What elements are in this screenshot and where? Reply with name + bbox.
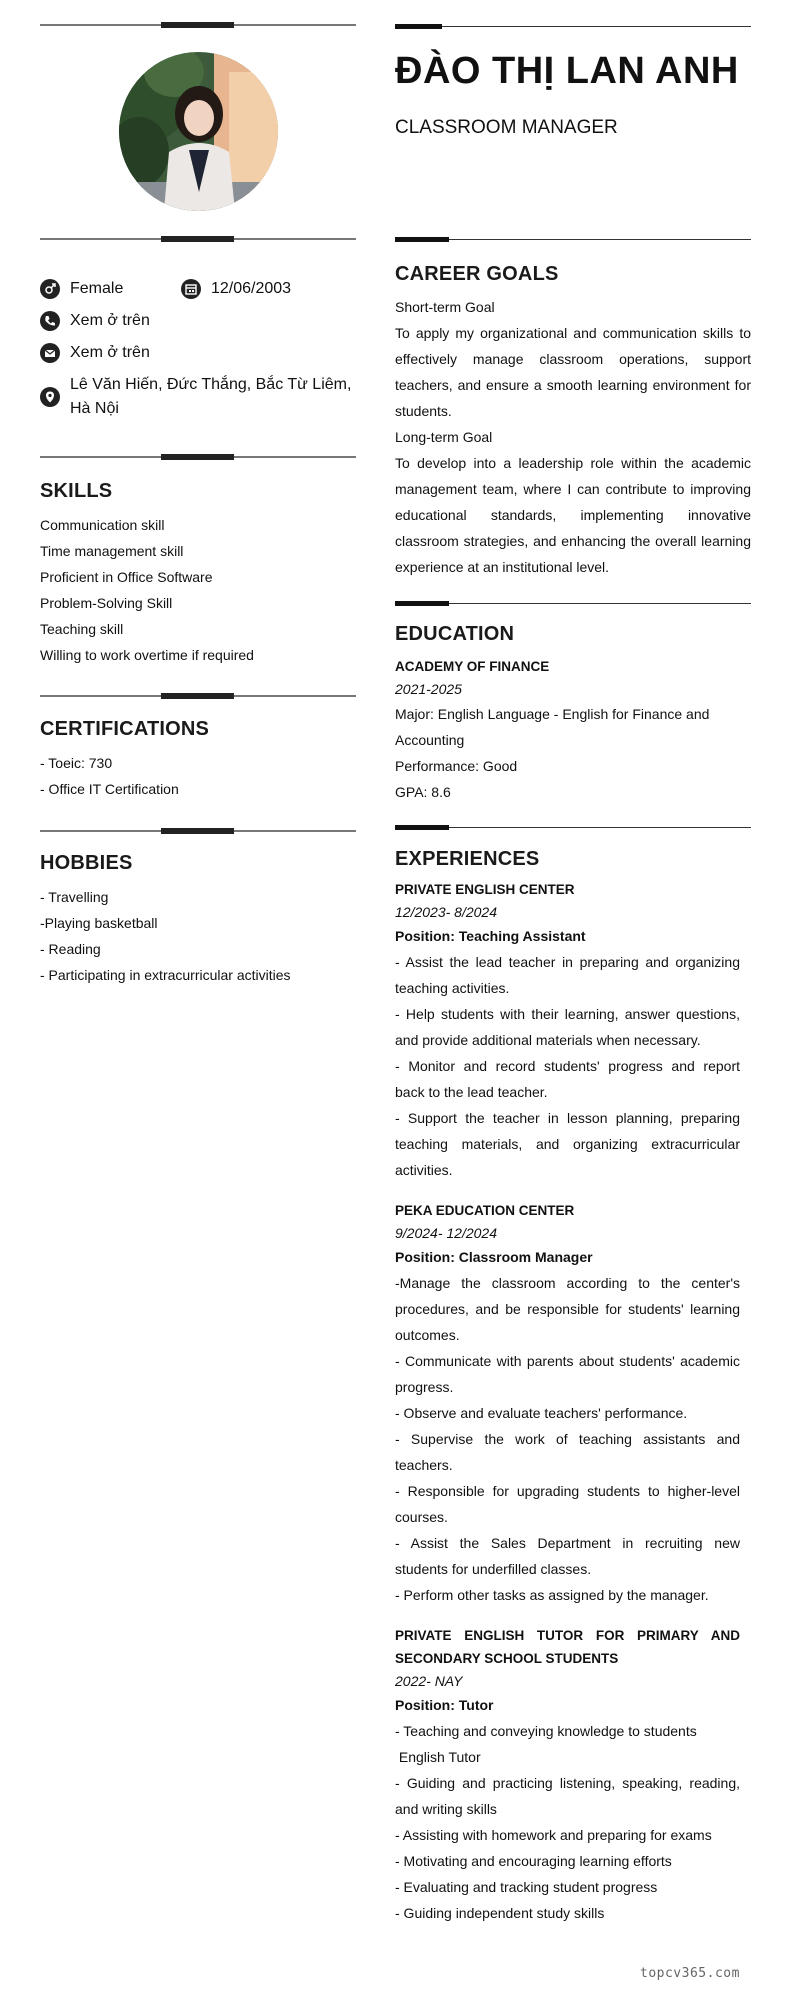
career-goals-title: CAREER GOALS [395,263,559,285]
job-duty: - Help students with their learning, answer questions, and provide additional materials when necessary. [395,1006,740,1048]
job-duty: - Perform other tasks as assigned by the manager. [395,1587,709,1603]
divider [395,237,751,242]
list-item: Communication skill [40,517,165,533]
divider [40,693,356,699]
address-row [40,373,356,421]
email-icon [40,343,60,363]
list-item: Time management skill [40,543,184,559]
certifications-list [40,750,179,802]
job-duty: English Tutor [395,1749,481,1765]
experiences-title: EXPERIENCES [395,848,540,870]
education-title: EDUCATION [395,623,515,645]
job-duty: - Communicate with parents about students' academic progress. [395,1353,740,1395]
job-duty: - Support the teacher in lesson planning, preparing teaching materials, and organizing extracurricular activities. [395,1110,740,1178]
job-duty: - Supervise the work of teaching assistants and teachers. [395,1431,740,1473]
job-duty: - Observe and evaluate teachers' performance. [395,1405,688,1421]
list-item: Proficient in Office Software [40,569,213,585]
email-value: Xem ở trên [70,344,150,361]
list-item: Problem-Solving Skill [40,595,173,611]
list-item: - Office IT Certification [40,781,179,797]
experience-entry [395,1624,740,1926]
org-name: PEKA EDUCATION CENTER [395,1203,575,1218]
gender-icon [40,279,60,299]
job-title: CLASSROOM MANAGER [395,117,618,138]
job-duty: - Motivating and encouraging learning efforts [395,1853,672,1869]
birthday-value: 12/06/2003 [211,280,292,297]
job-duty: - Responsible for upgrading students to higher-level courses. [395,1483,740,1525]
org-name: PRIVATE ENGLISH TUTOR FOR PRIMARY AND SECONDARY SCHOOL STUDENTS [395,1628,740,1666]
job-period: 2022- NAY [395,1673,463,1689]
education-body [395,655,725,805]
job-duty: - Guiding independent study skills [395,1905,605,1921]
gender-value: Female [70,280,124,297]
divider [40,22,356,28]
org-name: PRIVATE ENGLISH CENTER [395,882,575,897]
certifications-title: CERTIFICATIONS [40,718,210,740]
short-term-text: To apply my organizational and communication skills to effectively manage classroom operations, support teachers, and ensure a smooth learning environment for students. [395,325,751,419]
location-icon [40,387,60,407]
job-period: 12/2023- 8/2024 [395,904,497,920]
divider [40,828,356,834]
experience-entry [395,1199,740,1608]
job-duty: - Assist the Sales Department in recruiting new students for underfilled classes. [395,1535,740,1577]
education-gpa: GPA: 8.6 [395,784,451,800]
phone-row [40,309,150,333]
education-performance: Performance: Good [395,758,518,774]
hobbies-list [40,884,291,988]
divider [395,601,751,606]
education-period: 2021-2025 [395,681,462,697]
list-item: -Playing basketball [40,915,158,931]
job-duty: - Assist the lead teacher in preparing and organizing teaching activities. [395,954,740,996]
long-term-label: Long-term Goal [395,429,493,445]
divider [40,236,356,242]
list-item: - Participating in extracurricular activities [40,967,291,983]
list-item: - Reading [40,941,101,957]
list-item: - Travelling [40,889,109,905]
job-duty: - Guiding and practicing listening, speaking, reading, and writing skills [395,1775,740,1817]
long-term-text: To develop into a leadership role within the academic management team, where I can contribute to improving educational standards, implementing innovative classroom strategies, and enhancing the overall learning experience at an institutional level. [395,455,751,575]
job-position: Position: Tutor [395,1697,494,1713]
phone-icon [40,311,60,331]
birthday-row [181,277,291,301]
hobbies-title: HOBBIES [40,852,133,874]
job-duty: - Monitor and record students' progress and report back to the lead teacher. [395,1058,740,1100]
job-position: Position: Classroom Manager [395,1249,593,1265]
full-name: ĐÀO THỊ LAN ANH [395,50,739,92]
gender-row [40,277,123,301]
divider [395,825,751,830]
watermark: topcv365.com [640,1966,740,1981]
job-period: 9/2024- 12/2024 [395,1225,497,1241]
phone-value: Xem ở trên [70,312,150,329]
divider [40,454,356,460]
email-row [40,341,150,365]
job-duty: - Evaluating and tracking student progress [395,1879,658,1895]
job-duty: - Teaching and conveying knowledge to students [395,1723,697,1739]
job-duty: -Manage the classroom according to the center's procedures, and be responsible for students' learning outcomes. [395,1275,740,1343]
short-term-label: Short-term Goal [395,299,495,315]
divider [395,24,751,29]
list-item: Teaching skill [40,621,124,637]
career-goals-body [395,294,751,580]
job-position: Position: Teaching Assistant [395,928,586,944]
education-major: Major: English Language - English for Finance and Accounting [395,706,710,748]
list-item: Willing to work overtime if required [40,647,254,663]
calendar-icon [181,279,201,299]
skills-list [40,512,254,668]
address-value: Lê Văn Hiến, Đức Thắng, Bắc Từ Liêm, Hà Nội [70,376,352,417]
list-item: - Toeic: 730 [40,755,113,771]
skills-title: SKILLS [40,480,113,502]
profile-photo [119,52,278,211]
experience-entry [395,878,740,1183]
job-duty: - Assisting with homework and preparing for exams [395,1827,712,1843]
school-name: ACADEMY OF FINANCE [395,659,550,674]
